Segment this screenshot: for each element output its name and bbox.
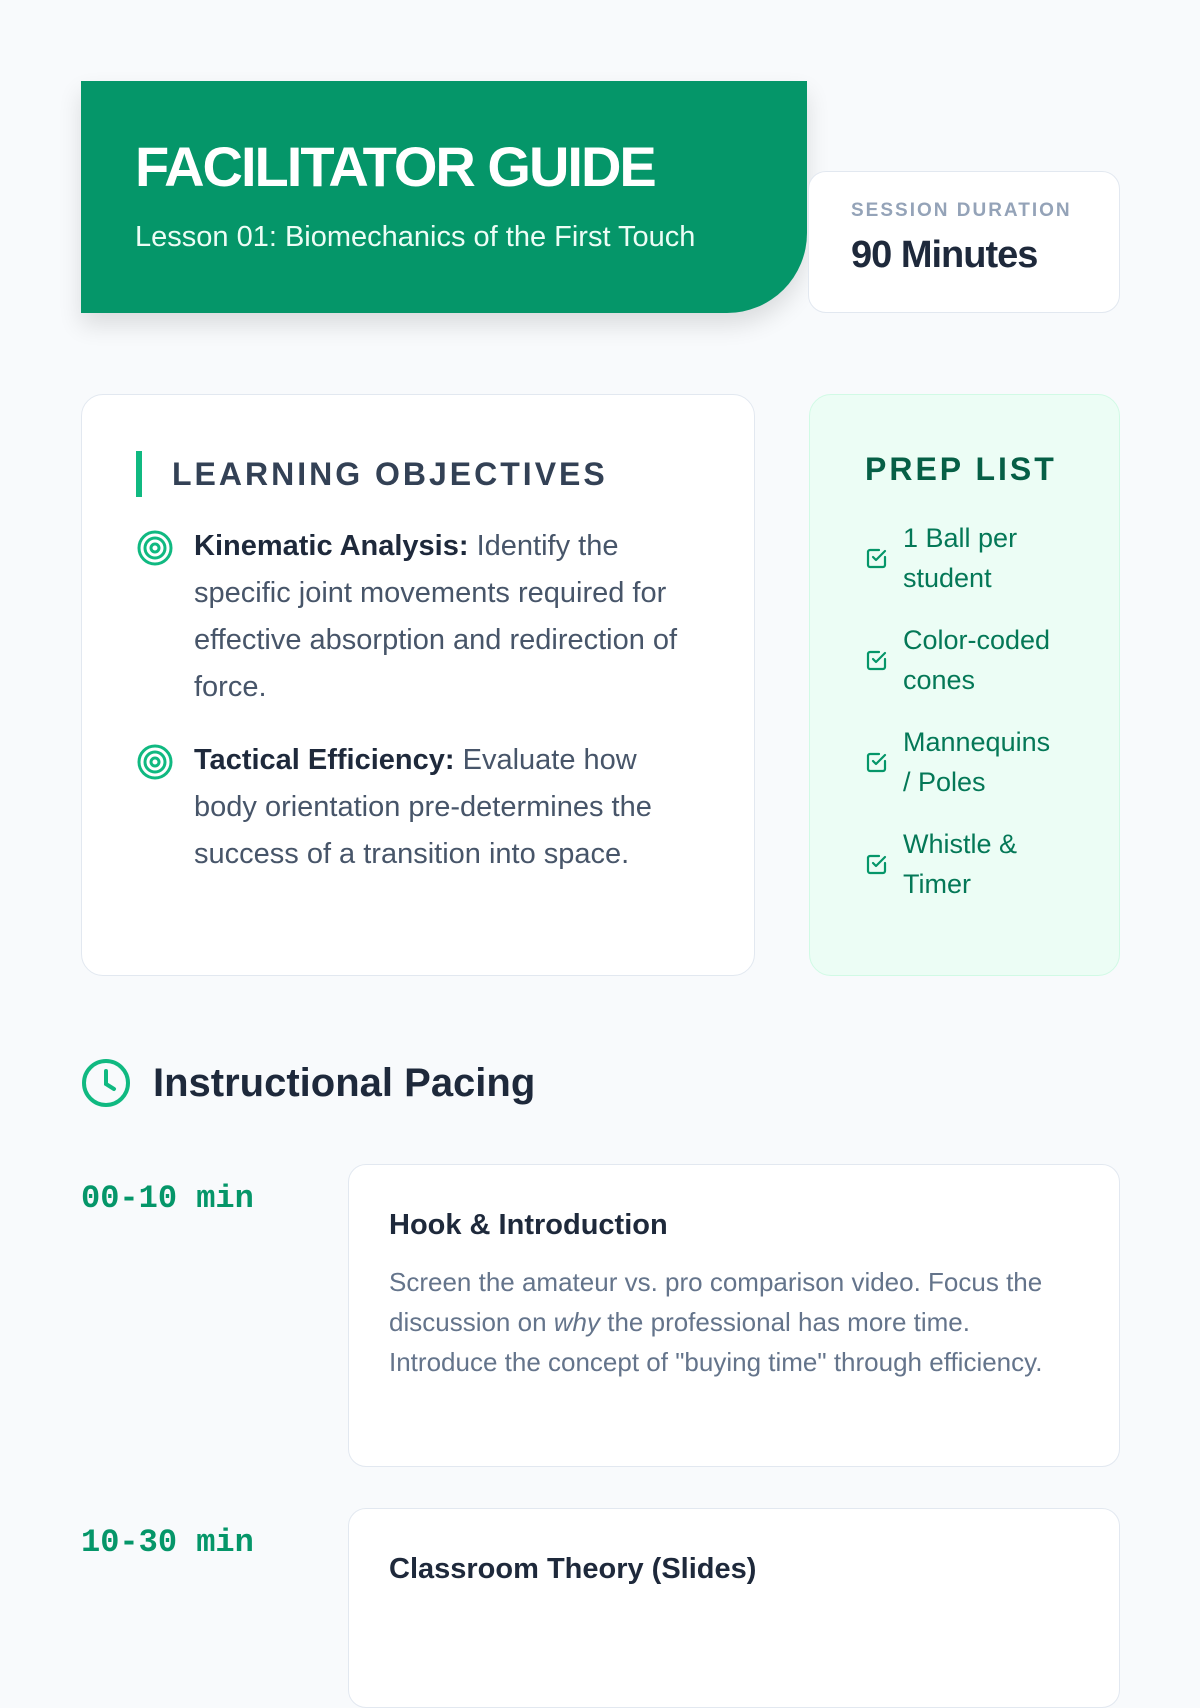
target-icon: [136, 743, 174, 781]
session-duration-card: [808, 171, 1120, 313]
pacing-step-card: [348, 1508, 1120, 1708]
objective-text: Evaluate how body orientation pre-determines the success of a transition into space.: [194, 744, 652, 870]
prep-list-card: [809, 394, 1120, 976]
clock-icon: [81, 1058, 131, 1108]
prep-title: PREP LIST: [865, 451, 1057, 487]
prep-item-label: Whistle & Timer: [903, 829, 1018, 899]
step-time: 10-30 min: [81, 1524, 254, 1561]
pacing-heading: [81, 1058, 535, 1108]
objective-term: Kinematic Analysis:: [194, 530, 469, 562]
pacing-step-card: [348, 1164, 1120, 1467]
duration-value: 90 Minutes: [851, 234, 1038, 276]
step-title: Classroom Theory (Slides): [389, 1553, 757, 1585]
objective-item: [136, 737, 700, 878]
prep-item: [865, 518, 1064, 598]
objective-text: Identify the specific joint movements required for effective absorption and redirection of force.: [194, 530, 678, 703]
page-title: FACILITATOR GUIDE: [135, 135, 655, 198]
objectives-title: LEARNING OBJECTIVES: [136, 451, 700, 497]
step-title: Hook & Introduction: [389, 1209, 668, 1241]
objective-term: Tactical Efficiency:: [194, 744, 455, 776]
step-time: 00-10 min: [81, 1180, 254, 1217]
target-icon: [136, 529, 174, 567]
prep-item: [865, 824, 1064, 904]
prep-item-label: 1 Ball per student: [903, 523, 1018, 593]
prep-item: [865, 722, 1064, 802]
prep-item: [865, 620, 1064, 700]
checkbox-checked-icon: [865, 750, 889, 774]
checkbox-checked-icon: [865, 546, 889, 570]
header-banner: [81, 81, 807, 313]
checkbox-checked-icon: [865, 648, 889, 672]
duration-label: SESSION DURATION: [851, 200, 1072, 221]
checkbox-checked-icon: [865, 852, 889, 876]
prep-item-label: Color-coded cones: [903, 625, 1051, 695]
prep-item-label: Mannequins / Poles: [903, 727, 1051, 797]
objective-item: [136, 523, 700, 711]
learning-objectives-card: [81, 394, 755, 976]
pacing-title: Instructional Pacing: [153, 1060, 536, 1105]
step-description: Screen the amateur vs. pro comparison video. Focus the discussion on why the professional has more time. Introduce the concept of "buying time" through efficiency.: [389, 1267, 1043, 1377]
lesson-subtitle: Lesson 01: Biomechanics of the First Touch: [135, 221, 696, 253]
